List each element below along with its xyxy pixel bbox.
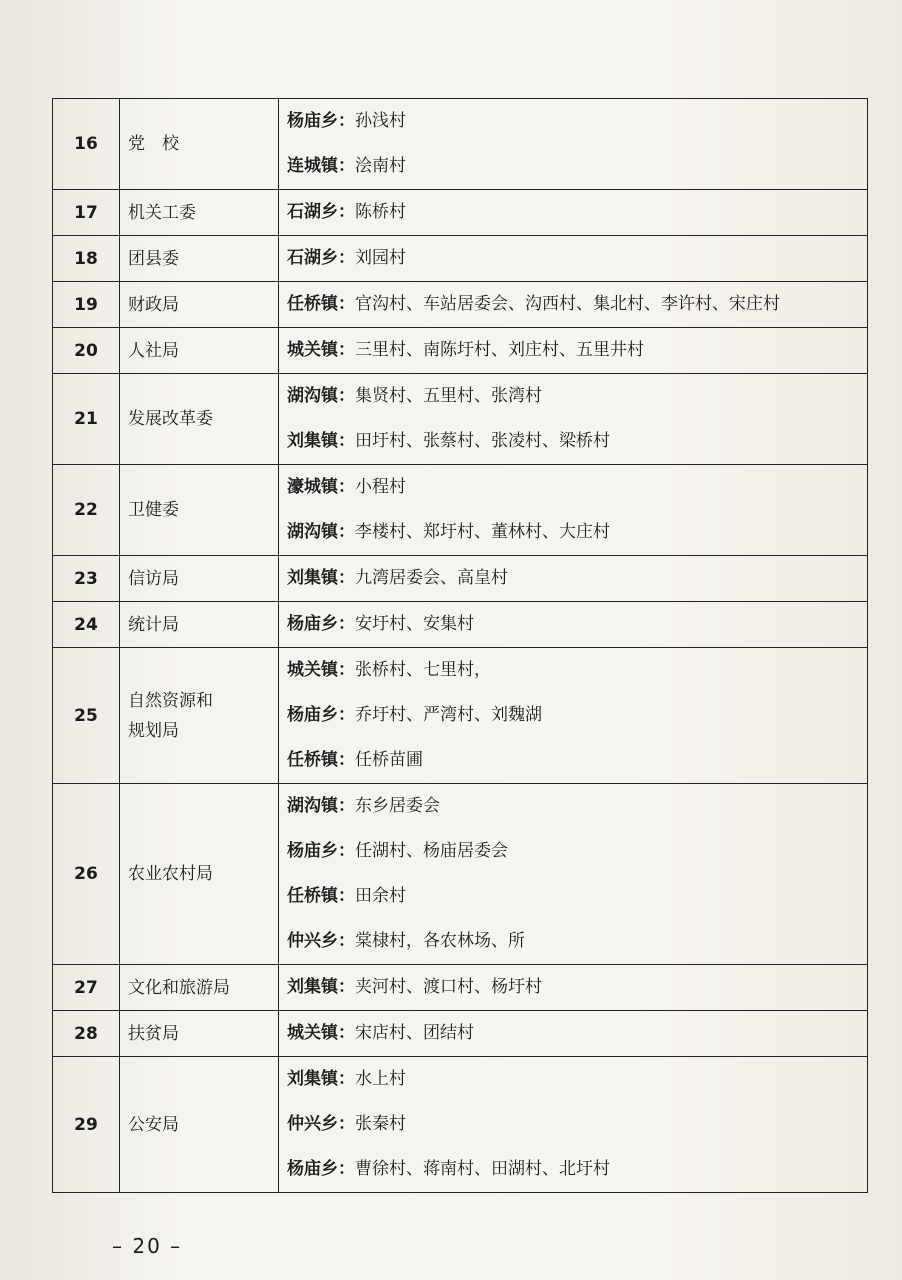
assignment-line	[287, 1011, 867, 1056]
village-assignments	[279, 602, 868, 648]
table-row	[53, 328, 868, 374]
unit-name: 农业农村局	[120, 784, 279, 965]
village-assignments	[279, 1011, 868, 1057]
unit-name: 文化和旅游局	[120, 965, 279, 1011]
village-list: 张秦村	[355, 1114, 406, 1134]
village-list: 三里村、南陈圩村、刘庄村、五里井村	[355, 340, 644, 360]
assignment-line	[287, 236, 867, 281]
town-name: 杨庙乡：	[287, 111, 355, 131]
village-list: 张桥村、七里村，	[355, 660, 491, 680]
table-row	[53, 282, 868, 328]
assignment-line	[287, 282, 867, 327]
table-row	[53, 1057, 868, 1193]
unit-name-line: 自然资源和	[128, 690, 213, 711]
unit-name: 统计局	[120, 602, 279, 648]
assignment-line	[287, 965, 867, 1010]
village-list: 田余村	[355, 886, 406, 906]
town-name: 城关镇：	[287, 660, 355, 680]
village-list: 田圩村、张蔡村、张凌村、梁桥村	[355, 431, 610, 451]
assignment-line	[287, 1057, 867, 1102]
unit-name: 机关工委	[120, 190, 279, 236]
row-number: 18	[53, 236, 120, 282]
town-name: 任桥镇：	[287, 886, 355, 906]
unit-name: 卫健委	[120, 465, 279, 556]
assignment-line	[287, 874, 867, 919]
town-name: 任桥镇：	[287, 294, 355, 314]
row-number: 20	[53, 328, 120, 374]
table-row	[53, 648, 868, 784]
assignment-line	[287, 556, 867, 601]
row-number: 24	[53, 602, 120, 648]
village-list: 曹徐村、蒋南村、田湖村、北圩村	[355, 1159, 610, 1179]
table-row	[53, 99, 868, 190]
table-row	[53, 556, 868, 602]
assignment-line	[287, 919, 867, 964]
unit-name-line: 规划局	[128, 720, 179, 741]
assignment-line	[287, 784, 867, 829]
unit-name: 党 校	[120, 99, 279, 190]
row-number: 21	[53, 374, 120, 465]
assignment-table	[52, 98, 868, 1193]
village-list: 小程村	[355, 477, 406, 497]
village-list: 水上村	[355, 1069, 406, 1089]
village-list: 陈桥村	[355, 202, 406, 222]
town-name: 刘集镇：	[287, 977, 355, 997]
town-name: 仲兴乡：	[287, 1114, 355, 1134]
row-number: 27	[53, 965, 120, 1011]
table-row	[53, 374, 868, 465]
village-list: 浍南村	[355, 156, 406, 176]
assignment-line	[287, 510, 867, 555]
town-name: 杨庙乡：	[287, 705, 355, 725]
village-list: 任湖村、杨庙居委会	[355, 841, 508, 861]
town-name: 城关镇：	[287, 1023, 355, 1043]
row-number: 22	[53, 465, 120, 556]
village-list: 孙浅村	[355, 111, 406, 131]
table-row	[53, 784, 868, 965]
row-number: 19	[53, 282, 120, 328]
assignment-line	[287, 1102, 867, 1147]
town-name: 濠城镇：	[287, 477, 355, 497]
row-number: 23	[53, 556, 120, 602]
row-number: 25	[53, 648, 120, 784]
table-row	[53, 1011, 868, 1057]
town-name: 湖沟镇：	[287, 522, 355, 542]
unit-name: 扶贫局	[120, 1011, 279, 1057]
village-list: 东乡居委会	[355, 796, 440, 816]
town-name: 石湖乡：	[287, 202, 355, 222]
town-name: 任桥镇：	[287, 750, 355, 770]
village-assignments	[279, 1057, 868, 1193]
unit-name: 财政局	[120, 282, 279, 328]
town-name: 杨庙乡：	[287, 841, 355, 861]
assignment-line	[287, 328, 867, 373]
village-list: 任桥苗圃	[355, 750, 423, 770]
village-assignments	[279, 965, 868, 1011]
assignment-line	[287, 465, 867, 510]
assignment-line	[287, 374, 867, 419]
row-number: 28	[53, 1011, 120, 1057]
town-name: 石湖乡：	[287, 248, 355, 268]
assignment-line	[287, 144, 867, 189]
table-row	[53, 965, 868, 1011]
assignment-line	[287, 190, 867, 235]
town-name: 仲兴乡：	[287, 931, 355, 951]
town-name: 连城镇：	[287, 156, 355, 176]
village-list: 刘园村	[355, 248, 406, 268]
unit-name: 信访局	[120, 556, 279, 602]
village-assignments	[279, 190, 868, 236]
unit-name: 发展改革委	[120, 374, 279, 465]
village-assignments	[279, 99, 868, 190]
assignment-line	[287, 1147, 867, 1192]
table-row	[53, 190, 868, 236]
town-name: 湖沟镇：	[287, 386, 355, 406]
row-number: 26	[53, 784, 120, 965]
row-number: 17	[53, 190, 120, 236]
unit-name: 人社局	[120, 328, 279, 374]
assignment-line	[287, 738, 867, 783]
assignment-line	[287, 693, 867, 738]
table-row	[53, 465, 868, 556]
assignment-line	[287, 419, 867, 464]
town-name: 杨庙乡：	[287, 1159, 355, 1179]
village-assignments	[279, 236, 868, 282]
row-number: 29	[53, 1057, 120, 1193]
assignment-line	[287, 648, 867, 693]
village-list: 安圩村、安集村	[355, 614, 474, 634]
row-number: 16	[53, 99, 120, 190]
table-row	[53, 236, 868, 282]
town-name: 刘集镇：	[287, 431, 355, 451]
town-name: 杨庙乡：	[287, 614, 355, 634]
town-name: 刘集镇：	[287, 568, 355, 588]
village-assignments	[279, 465, 868, 556]
village-list: 夹河村、渡口村、杨圩村	[355, 977, 542, 997]
village-list: 棠棣村，各农林场、所	[355, 931, 525, 951]
village-assignments	[279, 374, 868, 465]
village-list: 集贤村、五里村、张湾村	[355, 386, 542, 406]
assignment-line	[287, 99, 867, 144]
page-number: – 20 –	[112, 1234, 183, 1258]
town-name: 刘集镇：	[287, 1069, 355, 1089]
unit-name: 团县委	[120, 236, 279, 282]
assignment-line	[287, 602, 867, 647]
assignment-line	[287, 829, 867, 874]
table-body	[53, 99, 868, 1193]
village-assignments	[279, 328, 868, 374]
village-assignments	[279, 648, 868, 784]
village-list: 乔圩村、严湾村、刘魏湖	[355, 705, 542, 725]
village-list: 李楼村、郑圩村、董林村、大庄村	[355, 522, 610, 542]
table-row	[53, 602, 868, 648]
village-list: 九湾居委会、高皇村	[355, 568, 508, 588]
unit-name: 公安局	[120, 1057, 279, 1193]
village-assignments	[279, 556, 868, 602]
town-name: 城关镇：	[287, 340, 355, 360]
village-assignments	[279, 282, 868, 328]
village-list: 宋店村、团结村	[355, 1023, 474, 1043]
village-assignments	[279, 784, 868, 965]
unit-name	[120, 648, 279, 784]
town-name: 湖沟镇：	[287, 796, 355, 816]
village-list: 官沟村、车站居委会、沟西村、集北村、李许村、宋庄村	[355, 294, 780, 314]
